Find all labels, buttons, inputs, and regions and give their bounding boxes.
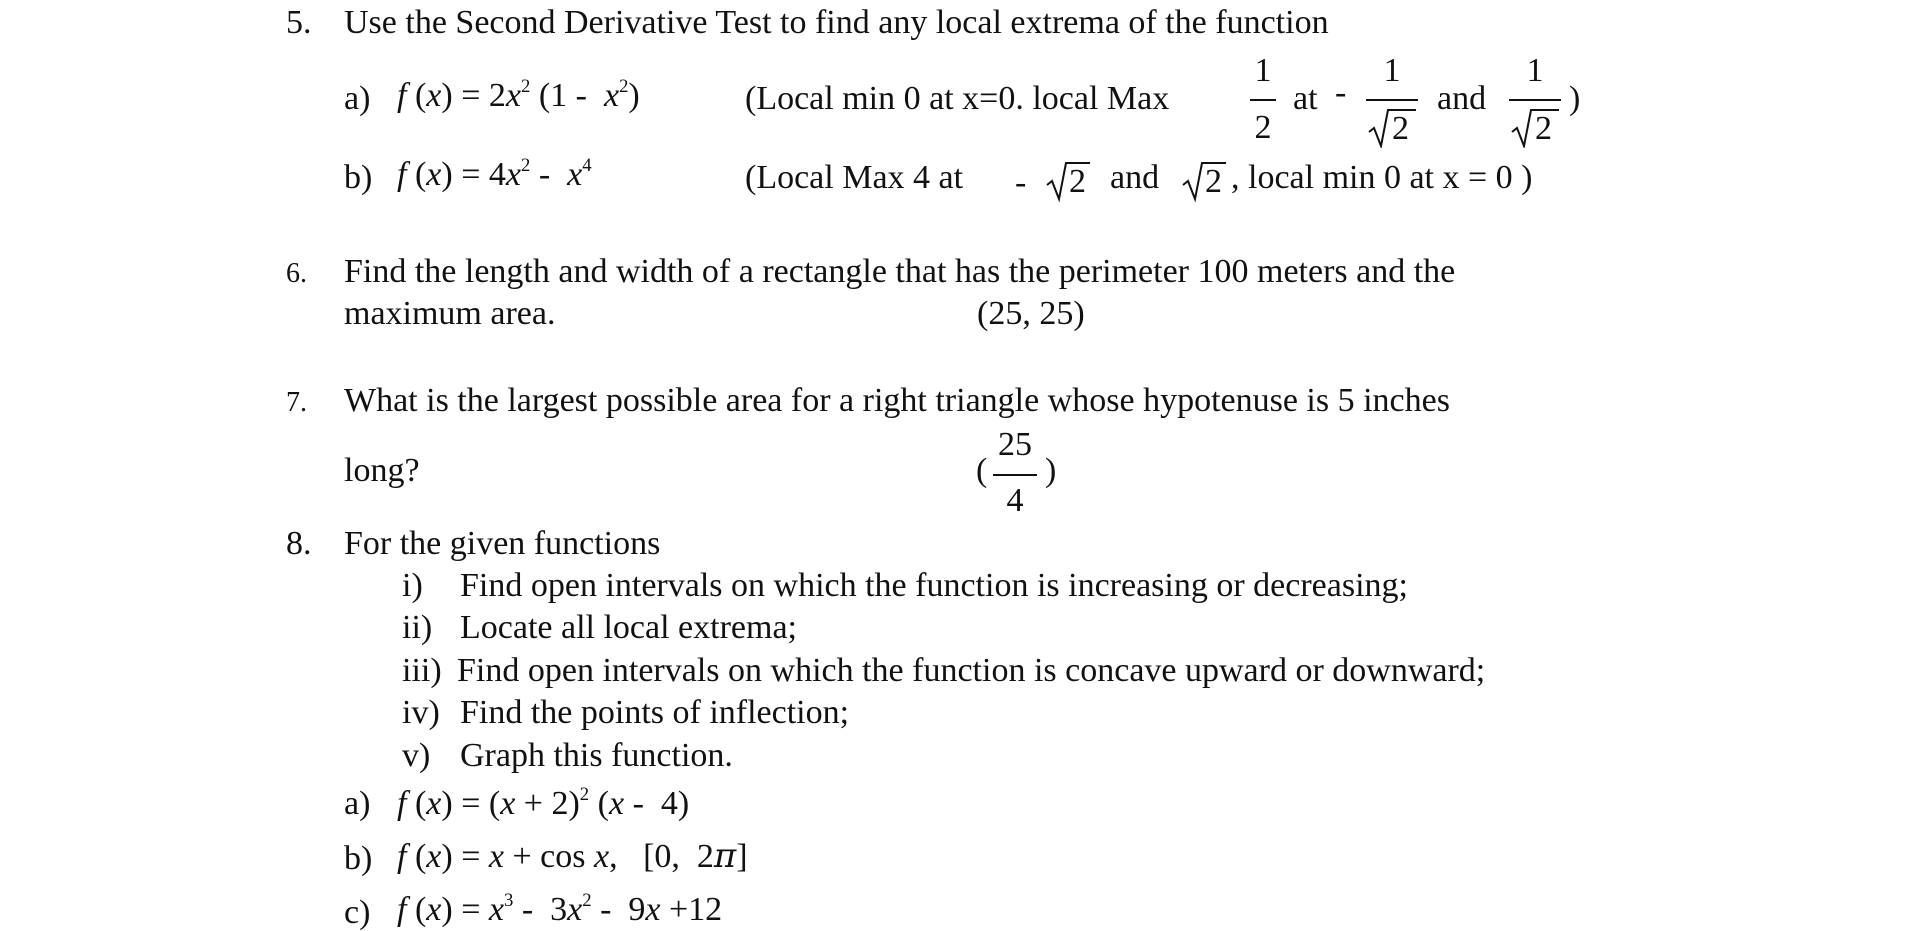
q6-number: 6. bbox=[286, 258, 307, 289]
q5b-function: f $(x) = 4x^2 - x^4$ bbox=[397, 154, 592, 193]
q7-answer-frac-num: 25 bbox=[998, 426, 1032, 463]
q5a-at: at bbox=[1293, 80, 1318, 117]
q5a-close: ) bbox=[1569, 80, 1581, 117]
q8-task-label: ii) bbox=[402, 609, 433, 646]
q5b-answer-open: (Local Max 4 at bbox=[745, 159, 964, 196]
q5a-frac-half-num: 1 bbox=[1254, 52, 1272, 89]
q7-answer-frac bbox=[993, 428, 1037, 518]
q5a-frac-root-1-den: 2 bbox=[1392, 110, 1409, 147]
q5a-frac-half-den: 2 bbox=[1254, 109, 1272, 146]
q5a-frac-root-2-den: 2 bbox=[1535, 110, 1552, 147]
q8-prompt: For the given functions bbox=[344, 525, 661, 562]
q5a-frac-root-1 bbox=[1366, 52, 1418, 147]
q5b-answer-close: , local min 0 at x = 0 ) bbox=[1231, 159, 1533, 196]
q7-answer-frac-den: 4 bbox=[1006, 482, 1024, 519]
q8-task-label: iv) bbox=[402, 694, 440, 731]
q8a-label: a) bbox=[344, 785, 371, 822]
q5a-and: and bbox=[1437, 80, 1487, 117]
q5a-answer-open: (Local min 0 at x=0. local Max bbox=[745, 80, 1170, 117]
q5b-minus: - bbox=[1015, 164, 1027, 201]
q5a-frac-root-1-num: 1 bbox=[1383, 52, 1401, 89]
q8-task-label: i) bbox=[402, 567, 423, 604]
q7-answer-close: ) bbox=[1045, 452, 1057, 489]
q8-task-label: v) bbox=[402, 737, 431, 774]
q8-task-label: iii) bbox=[402, 652, 442, 689]
q5a-frac-root-2 bbox=[1509, 52, 1561, 147]
q8b-function: f (x) = x + cos x, [0, 2π] bbox=[397, 836, 748, 876]
q6-answer: (25, 25) bbox=[977, 295, 1085, 332]
q8c-label: c) bbox=[344, 894, 371, 931]
q8b-label: b) bbox=[344, 840, 373, 877]
q5-number: 5. bbox=[286, 4, 312, 41]
q5b-root-1 bbox=[1044, 157, 1092, 201]
q5b-root-2 bbox=[1180, 157, 1228, 201]
q5-prompt: Use the Second Derivative Test to find any local extrema of the function bbox=[344, 4, 1329, 41]
q5a-frac-root-2-num: 1 bbox=[1526, 52, 1544, 89]
q5a-label: a) bbox=[344, 80, 371, 117]
q5b-label: b) bbox=[344, 159, 373, 196]
q8-task-text: Graph this function. bbox=[460, 737, 733, 774]
q6-line2: maximum area. bbox=[344, 295, 556, 332]
q8-task-text: Find open intervals on which the function is concave upward or downward; bbox=[457, 652, 1486, 689]
q7-line2: long? bbox=[344, 452, 420, 489]
q5a-function: f $(x) = 2x^2$ $(1 - x^2)$ bbox=[397, 75, 640, 114]
q7-line1: What is the largest possible area for a right triangle whose hypotenuse is 5 inches bbox=[344, 382, 1450, 419]
q8-task-text: Locate all local extrema; bbox=[460, 609, 797, 646]
q5b-root-2-value: 2 bbox=[1205, 163, 1222, 200]
q5b-and: and bbox=[1110, 159, 1160, 196]
q8a-function: f $(x) = (x + 2)^2$ (x - 4) bbox=[397, 783, 690, 822]
q7-answer-open: ( bbox=[976, 452, 988, 489]
q5a-root-2 bbox=[1509, 104, 1561, 148]
q5a-root-1 bbox=[1366, 104, 1418, 148]
q8c-function: f $(x) = x^3 - 3x^2 - 9x +12$ bbox=[397, 889, 723, 928]
q8-number: 8. bbox=[286, 525, 312, 562]
q7-number: 7. bbox=[286, 387, 307, 418]
q5a-frac-half bbox=[1250, 54, 1276, 145]
q8-task-text: Find the points of inflection; bbox=[460, 694, 850, 731]
q5a-minus: - bbox=[1335, 74, 1347, 111]
q5b-root-1-value: 2 bbox=[1069, 163, 1086, 200]
q6-line1: Find the length and width of a rectangle that has the perimeter 100 meters and the bbox=[344, 253, 1456, 290]
q8-task-text: Find open intervals on which the function is increasing or decreasing; bbox=[460, 567, 1408, 604]
